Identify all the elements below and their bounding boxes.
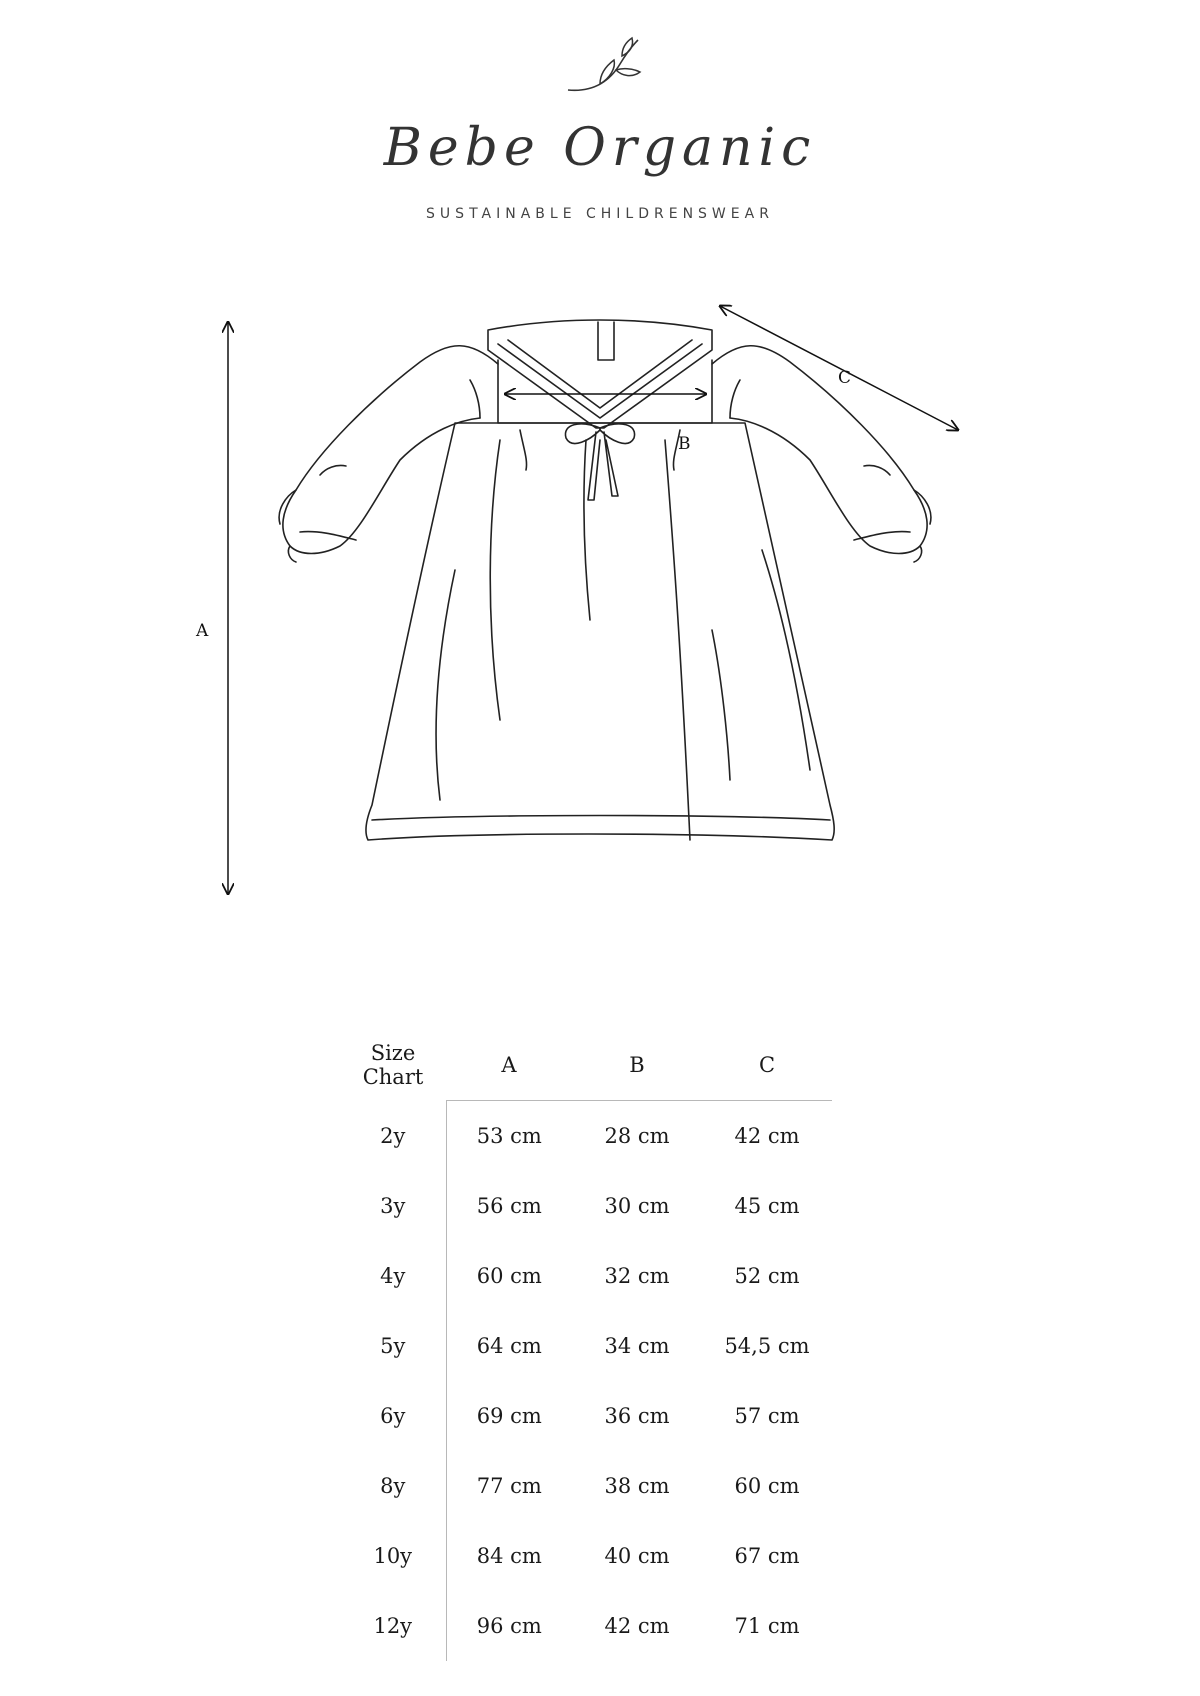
value-a-cell: 77 cm [476, 1474, 542, 1498]
size-cell: 4y [340, 1241, 446, 1311]
value-b-cell: 32 cm [604, 1264, 670, 1288]
column-header-a: A [446, 1030, 572, 1101]
dimension-b-label: B [678, 434, 691, 454]
value-c-cell: 52 cm [734, 1264, 800, 1288]
value-b-cell: 30 cm [604, 1194, 670, 1218]
size-cell: 10y [340, 1521, 446, 1591]
value-c-cell: 71 cm [734, 1614, 800, 1638]
value-b-cell: 34 cm [604, 1334, 670, 1358]
size-cell: 6y [340, 1381, 446, 1451]
column-header-b: B [572, 1030, 702, 1101]
value-c-cell: 42 cm [734, 1124, 800, 1148]
table-header-row [340, 1030, 832, 1101]
size-cell: 2y [340, 1101, 446, 1172]
size-cell: 12y [340, 1591, 446, 1661]
brand-name: Bebe Organic [383, 118, 817, 178]
value-b-cell: 40 cm [604, 1544, 670, 1568]
size-cell: 5y [340, 1311, 446, 1381]
value-a-cell: 96 cm [476, 1614, 542, 1638]
value-a-cell: 84 cm [476, 1544, 542, 1568]
table-row [340, 1451, 832, 1521]
table-row [340, 1591, 832, 1661]
size-heading-line2: Chart [362, 1065, 424, 1090]
table-row [340, 1101, 832, 1172]
garment-diagram [0, 300, 1200, 940]
value-b-cell: 42 cm [604, 1614, 670, 1638]
size-cell: 8y [340, 1451, 446, 1521]
value-c-cell: 54,5 cm [724, 1334, 810, 1358]
value-b-cell: 36 cm [604, 1404, 670, 1428]
brand-header [0, 0, 1200, 240]
leaf-sprig-icon [560, 34, 650, 104]
size-cell: 3y [340, 1171, 446, 1241]
size-heading-line1: Size [370, 1041, 416, 1066]
column-header-c: C [702, 1030, 832, 1101]
value-c-cell: 60 cm [734, 1474, 800, 1498]
table-row [340, 1171, 832, 1241]
table-row [340, 1381, 832, 1451]
value-a-cell: 53 cm [476, 1124, 542, 1148]
value-b-cell: 28 cm [604, 1124, 670, 1148]
value-a-cell: 64 cm [476, 1334, 542, 1358]
table-row [340, 1311, 832, 1381]
value-a-cell: 69 cm [476, 1404, 542, 1428]
dress-illustration [0, 300, 1200, 940]
size-chart-table [340, 1030, 832, 1661]
value-a-cell: 60 cm [476, 1264, 542, 1288]
table-row [340, 1521, 832, 1591]
value-b-cell: 38 cm [604, 1474, 670, 1498]
size-chart-heading [340, 1030, 446, 1101]
value-c-cell: 57 cm [734, 1404, 800, 1428]
value-c-cell: 45 cm [734, 1194, 800, 1218]
brand-tagline: SUSTAINABLE CHILDRENSWEAR [426, 206, 774, 222]
table-row [340, 1241, 832, 1311]
dimension-c-label: C [838, 368, 852, 388]
dimension-a-label: A [196, 621, 209, 641]
value-a-cell: 56 cm [476, 1194, 542, 1218]
value-c-cell: 67 cm [734, 1544, 800, 1568]
